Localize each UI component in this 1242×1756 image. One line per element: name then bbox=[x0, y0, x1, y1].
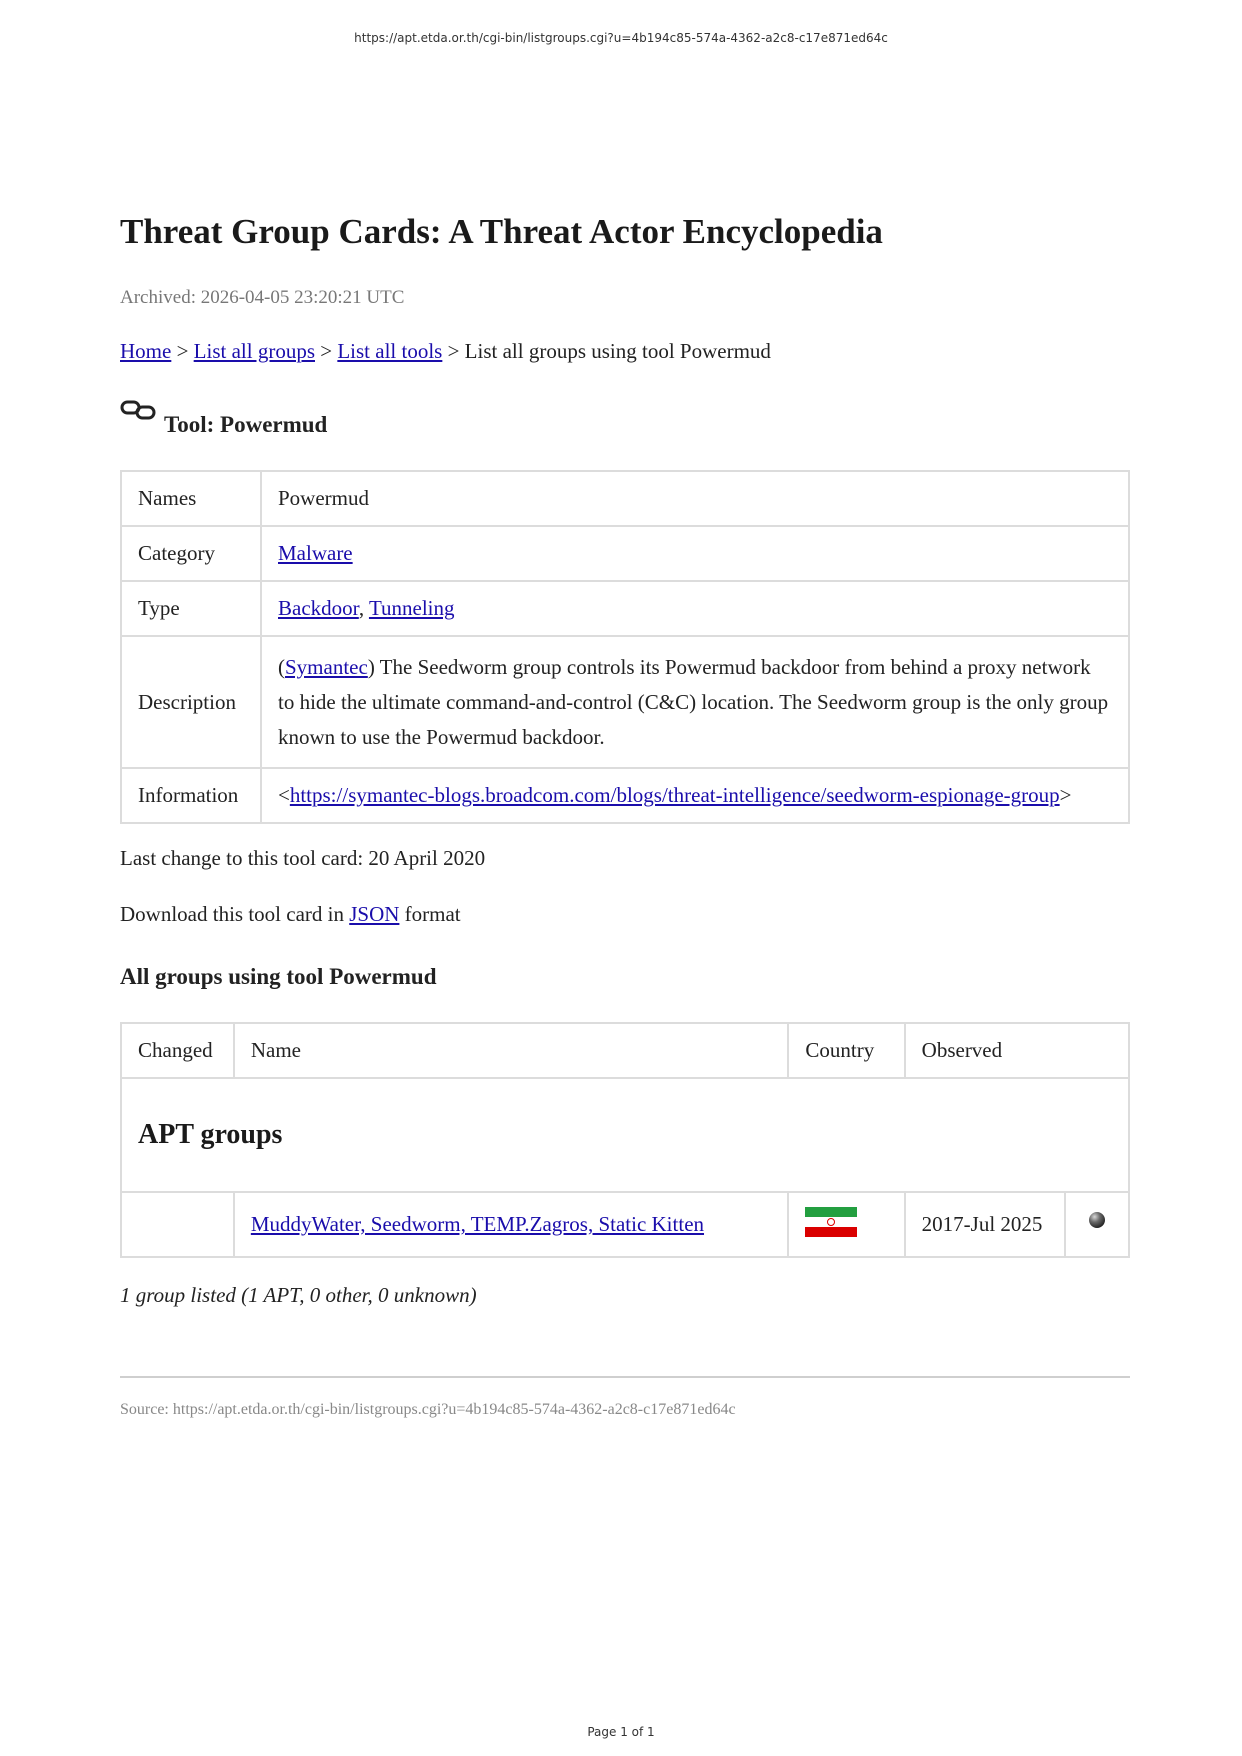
column-header-observed: Observed bbox=[905, 1023, 1129, 1078]
groups-section-row bbox=[121, 1078, 1129, 1192]
type-separator: , bbox=[358, 596, 369, 620]
divider bbox=[120, 1376, 1130, 1378]
breadcrumb-list-groups-link[interactable]: List all groups bbox=[193, 339, 315, 363]
group-status-cell bbox=[1065, 1192, 1129, 1257]
download-prefix: Download this tool card in bbox=[120, 902, 350, 926]
information-url-link[interactable]: https://symantec-blogs.broadcom.com/blogs/threat-intelligence/seedworm-espionage-group bbox=[289, 783, 1060, 807]
tool-description-value bbox=[261, 636, 1129, 768]
group-name-cell bbox=[234, 1192, 789, 1257]
groups-heading: All groups using tool Powermud bbox=[120, 964, 437, 989]
tool-names-value: Powermud bbox=[261, 471, 1129, 526]
type-tunneling-link[interactable]: Tunneling bbox=[368, 596, 455, 620]
breadcrumb-separator: > bbox=[315, 339, 338, 363]
tool-heading bbox=[120, 400, 327, 438]
category-malware-link[interactable]: Malware bbox=[278, 541, 353, 565]
info-open-bracket: < bbox=[278, 783, 290, 807]
breadcrumb bbox=[120, 339, 771, 364]
info-close-bracket: > bbox=[1059, 783, 1072, 807]
groups-summary: 1 group listed (1 APT, 0 other, 0 unknown) bbox=[120, 1283, 477, 1307]
iran-flag-icon bbox=[805, 1207, 857, 1237]
json-download-link[interactable]: JSON bbox=[349, 902, 400, 926]
groups-table-header bbox=[121, 1023, 1129, 1078]
page-title: Threat Group Cards: A Threat Actor Encyclopedia bbox=[120, 212, 883, 251]
tool-row-type bbox=[121, 581, 1129, 636]
row-label: Names bbox=[121, 471, 261, 526]
row-label: Category bbox=[121, 526, 261, 581]
group-changed-cell bbox=[121, 1192, 234, 1257]
column-header-country: Country bbox=[788, 1023, 904, 1078]
section-title: APT groups bbox=[121, 1078, 1129, 1192]
breadcrumb-separator: > bbox=[171, 339, 194, 363]
group-country-cell bbox=[788, 1192, 904, 1257]
groups-table bbox=[120, 1022, 1130, 1258]
tool-type-value bbox=[261, 581, 1129, 636]
download-line bbox=[120, 902, 461, 927]
sphere-icon bbox=[1089, 1212, 1105, 1228]
tool-row-names bbox=[121, 471, 1129, 526]
row-label: Information bbox=[121, 768, 261, 823]
download-suffix: format bbox=[399, 902, 461, 926]
tool-information-value bbox=[261, 768, 1129, 823]
group-observed-cell: 2017-Jul 2025 bbox=[905, 1192, 1065, 1257]
last-change-text: Last change to this tool card: 20 April 2020 bbox=[120, 846, 486, 870]
description-text: ) The Seedworm group controls its Powermud backdoor from behind a proxy network to hide the ultimate command-and-control (C&C) location. The Seedworm group is the only group known to use the Powermud backdoor. bbox=[278, 654, 1109, 749]
breadcrumb-home-link[interactable]: Home bbox=[120, 339, 172, 363]
tool-heading-text: Tool: Powermud bbox=[164, 412, 328, 437]
tool-category-value bbox=[261, 526, 1129, 581]
breadcrumb-current: > List all groups using tool Powermud bbox=[442, 339, 771, 363]
link-icon bbox=[120, 396, 156, 424]
tool-info-table bbox=[120, 470, 1130, 824]
print-footer-page: Page 1 of 1 bbox=[587, 1725, 655, 1739]
description-source-link[interactable]: Symantec bbox=[285, 654, 368, 679]
row-label: Description bbox=[121, 636, 261, 768]
column-header-name: Name bbox=[234, 1023, 789, 1078]
description-open-paren: ( bbox=[278, 654, 285, 679]
row-label: Type bbox=[121, 581, 261, 636]
tool-row-information bbox=[121, 768, 1129, 823]
tool-row-description bbox=[121, 636, 1129, 768]
group-name-link[interactable]: MuddyWater, Seedworm, TEMP.Zagros, Static Kitten bbox=[250, 1212, 705, 1236]
type-backdoor-link[interactable]: Backdoor bbox=[278, 596, 359, 620]
tool-row-category bbox=[121, 526, 1129, 581]
source-line: Source: https://apt.etda.or.th/cgi-bin/listgroups.cgi?u=4b194c85-574a-4362-a2c8-c17e871ed64c bbox=[120, 1401, 736, 1418]
archived-timestamp: Archived: 2026-04-05 23:20:21 UTC bbox=[120, 287, 405, 308]
print-header-url: https://apt.etda.or.th/cgi-bin/listgroups.cgi?u=4b194c85-574a-4362-a2c8-c17e871ed64c bbox=[354, 31, 888, 45]
breadcrumb-list-tools-link[interactable]: List all tools bbox=[337, 339, 443, 363]
column-header-changed: Changed bbox=[121, 1023, 234, 1078]
table-row bbox=[121, 1192, 1129, 1257]
